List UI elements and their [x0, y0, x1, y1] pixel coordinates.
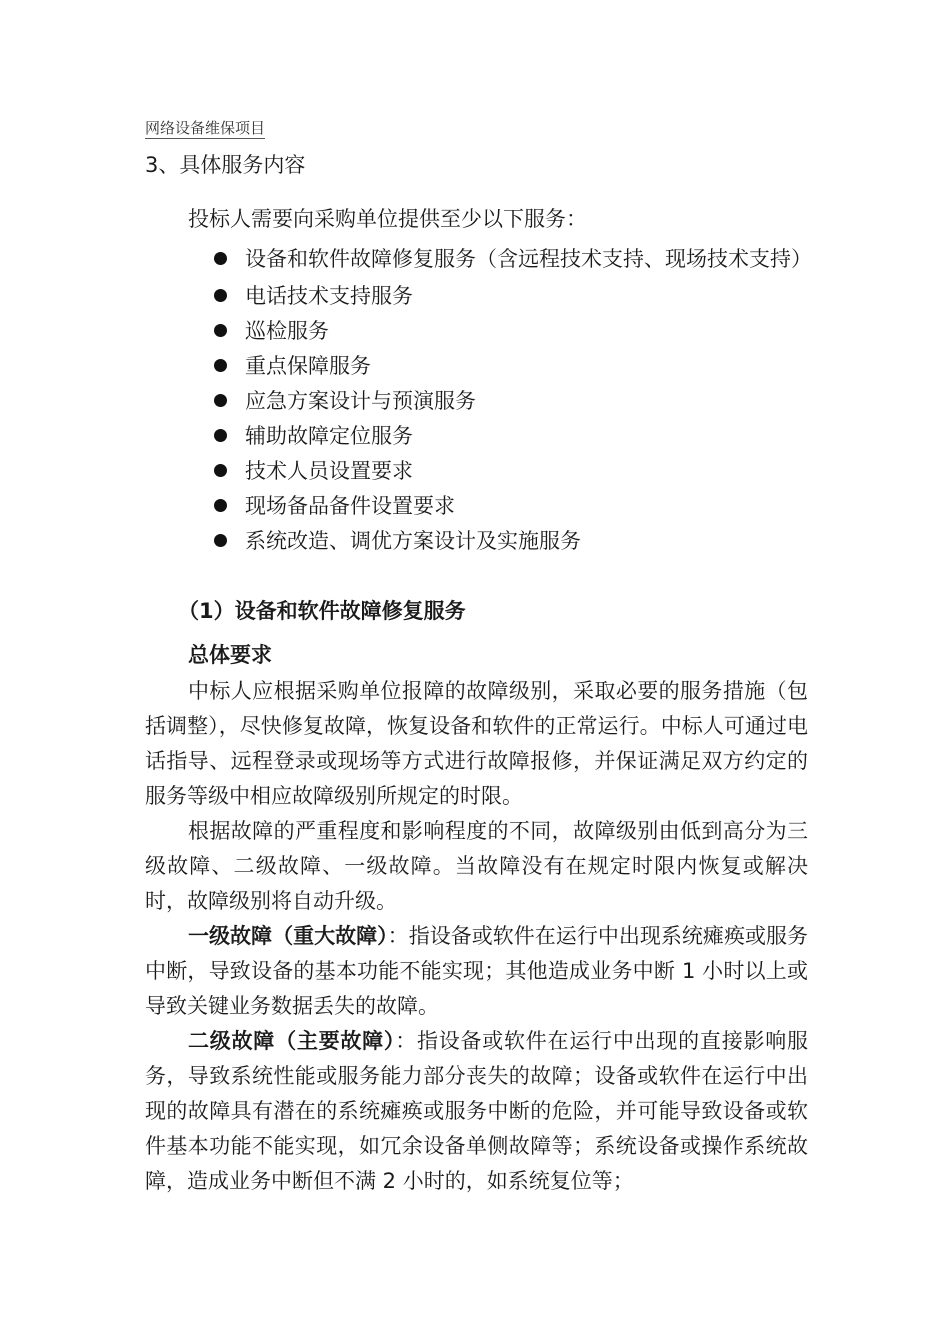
- list-item: [210, 421, 810, 451]
- list-item-text: 辅助故障定位服务: [245, 424, 413, 448]
- list-item: [210, 491, 810, 521]
- list-item: [210, 456, 810, 486]
- bullet-icon: [214, 289, 227, 302]
- service-list: [210, 244, 810, 561]
- list-item: [210, 526, 810, 556]
- bullet-icon: [214, 429, 227, 442]
- list-item: [210, 316, 810, 346]
- bullet-icon: [214, 324, 227, 337]
- list-item: [210, 351, 810, 381]
- list-item-text: 巡检服务: [245, 319, 329, 343]
- intro-text: 投标人需要向采购单位提供至少以下服务：: [188, 207, 587, 231]
- paragraph-level-two-fault: [145, 1024, 808, 1199]
- list-item: [210, 244, 810, 274]
- list-item: [210, 386, 810, 416]
- list-item: [210, 281, 810, 311]
- bullet-icon: [214, 499, 227, 512]
- bullet-icon: [214, 394, 227, 407]
- level-one-text: ：指设备或软件在运行中出现系统瘫痪或服务中断，导致设备的基本功能不能实现；其他造成业务中断 1 小时以上或导致关键业务数据丢失的故障。: [145, 924, 808, 1018]
- bullet-icon: [214, 359, 227, 372]
- section-title: 3、具体服务内容: [145, 153, 306, 177]
- bullet-icon: [214, 534, 227, 547]
- paragraph-level-one-fault: [145, 919, 808, 1024]
- bullet-icon: [214, 252, 227, 265]
- level-two-label: 二级故障（主要故障）: [188, 1029, 396, 1053]
- bullet-icon: [214, 464, 227, 477]
- list-item-text: 应急方案设计与预演服务: [245, 389, 476, 413]
- list-item-text: 技术人员设置要求: [245, 459, 413, 483]
- list-item-text: 设备和软件故障修复服务（含远程技术支持、现场技术支持）: [245, 247, 812, 271]
- paragraph-fault-levels: 根据故障的严重程度和影响程度的不同，故障级别由低到高分为三级故障、二级故障、一级故障。当故障没有在规定时限内恢复或解决时，故障级别将自动升级。: [145, 819, 808, 913]
- level-two-text: ：指设备或软件在运行中出现的直接影响服务，导致系统性能或服务能力部分丧失的故障；设备或软件在运行中出现的故障具有潜在的系统瘫痪或服务中断的危险，并可能导致设备或软件基本功能不能实现，如冗余设备单侧故障等；系统设备或操作系统故障，造成业务中断但不满 2 小时的，如系统复位等；: [145, 1029, 809, 1193]
- overall-requirements-heading: 总体要求: [188, 643, 272, 667]
- list-item-text: 现场备品备件设置要求: [245, 494, 455, 518]
- list-item-text: 重点保障服务: [245, 354, 371, 378]
- list-item-text: 系统改造、调优方案设计及实施服务: [245, 529, 581, 553]
- level-one-label: 一级故障（重大故障）: [188, 924, 388, 948]
- subsection-title: （1）设备和软件故障修复服务: [178, 599, 466, 623]
- page-header: 网络设备维保项目: [145, 119, 266, 137]
- list-item-text: 电话技术支持服务: [245, 284, 413, 308]
- paragraph-repair-requirements: 中标人应根据采购单位报障的故障级别，采取必要的服务措施（包括调整），尽快修复故障，恢复设备和软件的正常运行。中标人可通过电话指导、远程登录或现场等方式进行故障报修，并保证满足双方约定的服务等级中相应故障级别所规定的时限。: [145, 679, 808, 808]
